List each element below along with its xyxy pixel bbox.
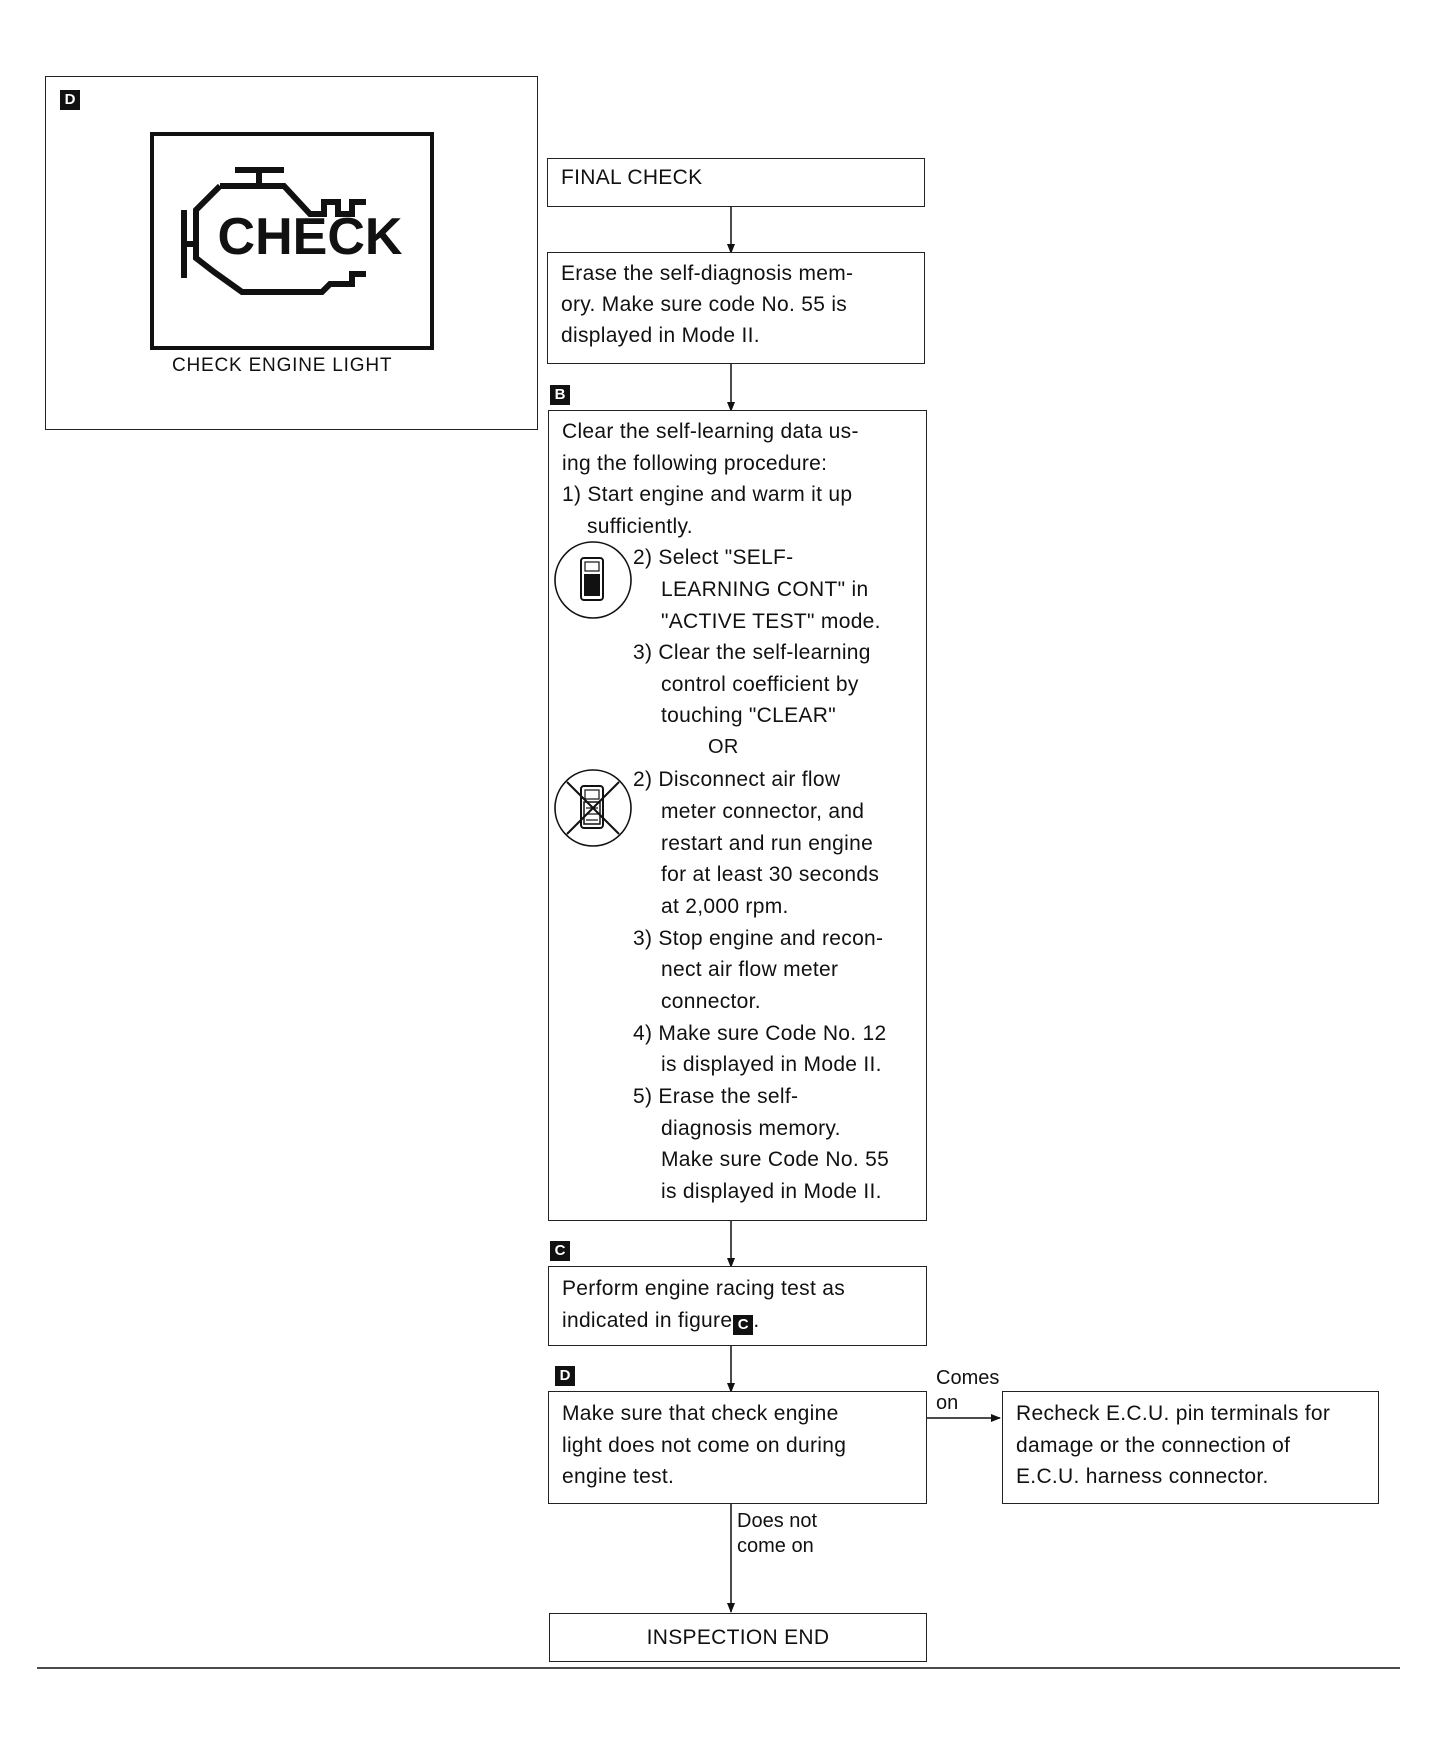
consult-step-line-3: "ACTIVE TEST" mode. xyxy=(661,610,881,633)
manual-step-line-1: 2) Disconnect air flow xyxy=(633,768,841,791)
check-light-badge-d: D xyxy=(555,1366,575,1386)
clear-intro-line-1: Clear the self-learning data us- xyxy=(562,420,859,443)
erase-memory-line-2: ory. Make sure code No. 55 is xyxy=(561,293,848,316)
recheck-ecu-line-2: damage or the connection of xyxy=(1016,1434,1291,1457)
manual-step-line-12: diagnosis memory. xyxy=(661,1117,841,1140)
does-not-label-1: Does not xyxy=(737,1510,818,1532)
comes-on-label-1: Comes xyxy=(936,1367,1000,1389)
clear-badge-b: B xyxy=(550,385,570,405)
racing-test-line-1: Perform engine racing test as xyxy=(562,1277,846,1300)
check-light-line-2: light does not come on during xyxy=(562,1434,847,1457)
clear-intro-line-3: 1) Start engine and warm it up xyxy=(562,483,853,506)
manual-step-line-13: Make sure Code No. 55 xyxy=(661,1148,890,1171)
manual-step-line-10: is displayed in Mode II. xyxy=(661,1053,882,1076)
consult-tester-icon xyxy=(553,540,633,620)
manual-step-line-11: 5) Erase the self- xyxy=(633,1085,799,1108)
consult-step-line-4: 3) Clear the self-learning xyxy=(633,641,871,664)
racing-test-line-2-end: . xyxy=(753,1309,760,1332)
racing-figure-ref-badge: C xyxy=(733,1315,753,1335)
consult-step-line-6: touching "CLEAR" xyxy=(661,704,836,727)
consult-step-line-2: LEARNING CONT" in xyxy=(661,578,869,601)
clear-intro-line-4: sufficiently. xyxy=(587,515,693,538)
manual-step-line-5: at 2,000 rpm. xyxy=(661,895,789,918)
figure-d-caption: CHECK ENGINE LIGHT xyxy=(172,355,393,376)
check-light-line-1: Make sure that check engine xyxy=(562,1402,839,1425)
manual-step-line-6: 3) Stop engine and recon- xyxy=(633,927,884,950)
clear-intro-line-2: ing the following procedure: xyxy=(562,452,828,475)
recheck-ecu-line-1: Recheck E.C.U. pin terminals for xyxy=(1016,1402,1331,1425)
inspection-end-label: INSPECTION END xyxy=(646,1626,830,1649)
erase-memory-line-3: displayed in Mode II. xyxy=(561,324,760,347)
racing-test-line-2 xyxy=(562,1305,759,1337)
consult-step-line-5: control coefficient by xyxy=(661,673,859,696)
comes-on-label-2: on xyxy=(936,1392,959,1414)
manual-step-line-3: restart and run engine xyxy=(661,832,874,855)
manual-step-line-2: meter connector, and xyxy=(661,800,865,823)
erase-memory-line-1: Erase the self-diagnosis mem- xyxy=(561,262,854,285)
manual-step-line-7: nect air flow meter xyxy=(661,958,839,981)
recheck-ecu-line-3: E.C.U. harness connector. xyxy=(1016,1465,1269,1488)
manual-step-line-14: is displayed in Mode II. xyxy=(661,1180,882,1203)
racing-badge-c: C xyxy=(550,1241,570,1261)
no-tester-icon xyxy=(553,768,633,848)
check-light-line-3: engine test. xyxy=(562,1465,675,1488)
manual-step-line-9: 4) Make sure Code No. 12 xyxy=(633,1022,887,1045)
does-not-label-2: come on xyxy=(737,1535,814,1557)
icon-check-word: CHECK xyxy=(217,208,403,266)
manual-step-line-4: for at least 30 seconds xyxy=(661,863,880,886)
manual-step-line-8: connector. xyxy=(661,990,761,1013)
final-check-label: FINAL CHECK xyxy=(561,166,703,189)
consult-step-line-1: 2) Select "SELF- xyxy=(633,546,794,569)
racing-test-line-2-text: indicated in figure xyxy=(562,1309,733,1332)
or-divider-label: OR xyxy=(708,736,739,758)
figure-d-badge: D xyxy=(60,90,80,110)
